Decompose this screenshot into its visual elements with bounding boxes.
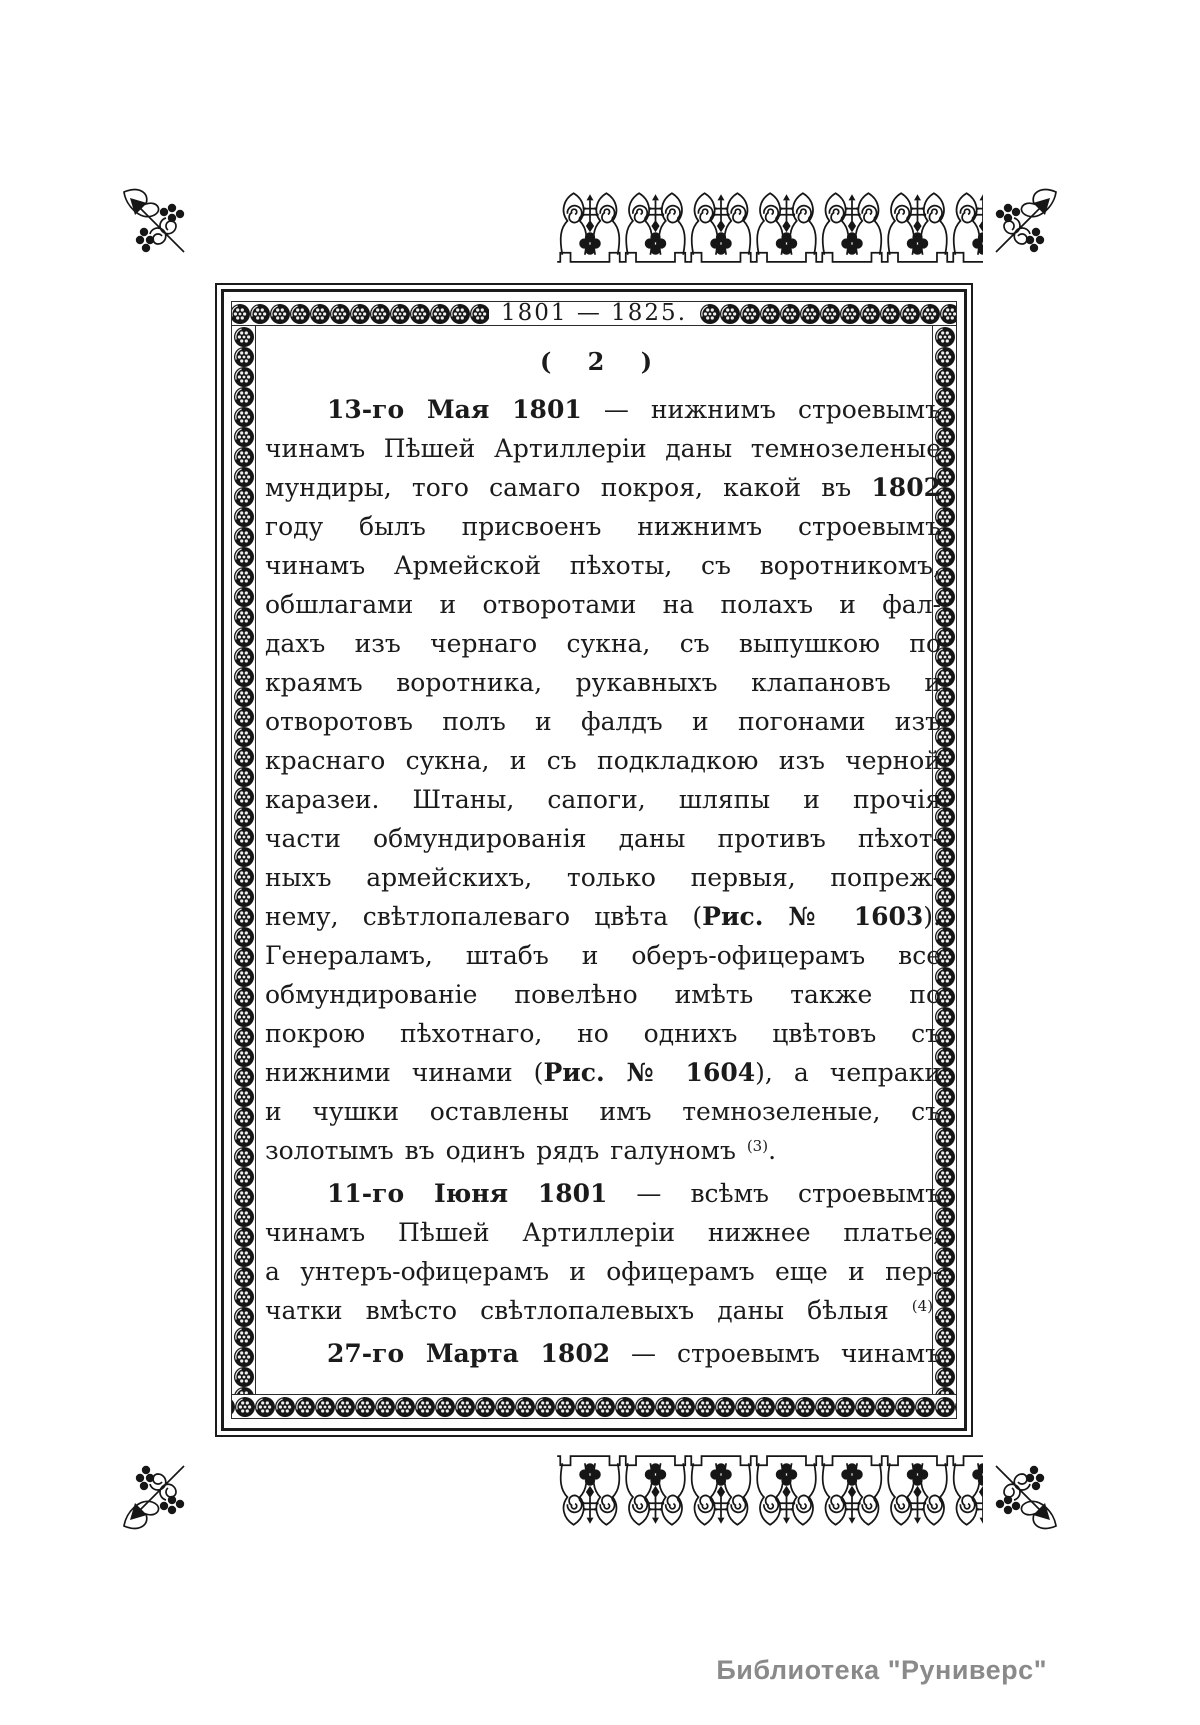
rosette-icon — [233, 346, 255, 368]
text-line: и чушки оставлены имъ темнозеленые, съ — [265, 1097, 941, 1126]
rosette-icon — [233, 946, 255, 968]
rosette-icon — [274, 1396, 296, 1418]
rosette-icon — [954, 1396, 957, 1418]
rosette-icon — [233, 486, 255, 508]
text-line: 11-го Іюня 1801 — всѣмъ строевымъ — [327, 1179, 941, 1208]
page-number: ( 2 ) — [539, 347, 667, 376]
rosette-icon — [819, 303, 841, 325]
rosette-icon — [429, 303, 451, 325]
rosette-icon — [534, 1396, 556, 1418]
text-line: краямъ воротника, рукавныхъ клапановъ и — [265, 668, 941, 697]
rosette-run-right — [699, 303, 956, 325]
rosette-icon — [233, 1346, 255, 1368]
rosette-icon — [233, 1146, 255, 1168]
text-line: золотымъ въ одинъ рядъ галуномъ $^{(3)}$. — [265, 1136, 777, 1165]
rosette-icon — [233, 1006, 255, 1028]
rosette-icon — [233, 406, 255, 428]
text-line: покрою пѣхотнаго, но однихъ цвѣтовъ съ — [265, 1019, 941, 1048]
rosette-icon — [233, 586, 255, 608]
rosette-band-top — [231, 301, 957, 326]
rosette-icon — [233, 966, 255, 988]
rosette-icon — [899, 303, 921, 325]
rosette-icon — [329, 303, 351, 325]
rosette-icon — [233, 786, 255, 808]
lace-corner-bottom-right-icon — [982, 1452, 1064, 1534]
lace-corner-icon — [982, 1452, 1064, 1534]
rosette-icon — [794, 1396, 816, 1418]
rosette-icon — [233, 726, 255, 748]
rosette-icon — [594, 1396, 616, 1418]
rosette-icon — [233, 1226, 255, 1248]
rosette-icon — [854, 1396, 876, 1418]
rosette-icon — [879, 303, 901, 325]
rosette-icon — [389, 303, 411, 325]
rosette-icon — [314, 1396, 336, 1418]
rosette-icon — [233, 646, 255, 668]
lace-corner-top-left-icon — [116, 184, 198, 266]
rosette-icon — [334, 1396, 356, 1418]
rosette-band-bottom — [231, 1394, 957, 1419]
rosette-icon — [394, 1396, 416, 1418]
lace-corner-top-right-icon — [982, 184, 1064, 266]
rosette-band-left — [231, 325, 256, 1395]
rosette-icon — [449, 303, 471, 325]
rosette-icon — [233, 366, 255, 388]
rosette-run-left — [232, 303, 489, 325]
rosette-icon — [233, 866, 255, 888]
header-years-label: 1801 — 1825. — [501, 301, 687, 326]
text-line: а унтеръ-офицерамъ и офицерамъ еще и пер- — [265, 1257, 941, 1286]
ornamental-lace-border-bottom — [197, 1452, 983, 1534]
rosette-icon — [374, 1396, 396, 1418]
text-line: чинамъ Пѣшей Артиллеріи нижнее платье, — [265, 1218, 941, 1247]
rosette-icon — [294, 1396, 316, 1418]
rosette-icon — [734, 1396, 756, 1418]
text-line: мундиры, того самаго покроя, какой въ 1802 — [265, 473, 941, 502]
text-line: Генераламъ, штабъ и оберъ-офицерамъ все — [265, 941, 941, 970]
rosette-icon — [233, 706, 255, 728]
text-line: чинамъ Армейской пѣхоты, съ воротникомъ, — [265, 551, 941, 580]
rosette-icon — [919, 303, 941, 325]
rosette-icon — [614, 1396, 636, 1418]
rosette-icon — [654, 1396, 676, 1418]
rosette-icon — [233, 506, 255, 528]
text-line: дахъ изъ чернаго сукна, съ выпушкою по — [265, 629, 941, 658]
rosette-icon — [474, 1396, 496, 1418]
rosette-icon — [249, 303, 271, 325]
text-line: части обмундированія даны противъ пѣхот- — [265, 824, 941, 853]
rosette-icon — [233, 466, 255, 488]
rosette-icon — [233, 1286, 255, 1308]
ornamental-lace-border-top — [197, 184, 983, 266]
rosette-icon — [289, 303, 311, 325]
rosette-icon — [233, 1026, 255, 1048]
text-line: каразеи. Штаны, сапоги, шляпы и прочія — [265, 785, 941, 814]
rosette-icon — [233, 1126, 255, 1148]
rosette-icon — [233, 1326, 255, 1348]
rosette-icon — [839, 303, 861, 325]
rosette-icon — [233, 1366, 255, 1388]
rosette-icon — [233, 826, 255, 848]
rosette-icon — [233, 846, 255, 868]
rosette-icon — [694, 1396, 716, 1418]
rosette-icon — [233, 1186, 255, 1208]
rosette-icon — [369, 303, 391, 325]
rosette-icon — [233, 686, 255, 708]
rosette-icon — [233, 566, 255, 588]
rosette-icon — [233, 1306, 255, 1328]
page-rule-frame — [215, 283, 973, 1437]
rosette-icon — [454, 1396, 476, 1418]
lace-motif-icon — [116, 260, 198, 1452]
rosette-icon — [774, 1396, 796, 1418]
text-line: чинамъ Пѣшей Артиллеріи даны темнозеленые — [265, 434, 941, 463]
rosette-icon — [233, 986, 255, 1008]
rosette-icon — [514, 1396, 536, 1418]
lace-corner-icon — [982, 184, 1064, 266]
rosette-icon — [754, 1396, 776, 1418]
text-line: отворотовъ полъ и фалдъ и погонами изъ — [265, 707, 941, 736]
rosette-icon — [233, 426, 255, 448]
text-line: чатки вмѣсто свѣтлопалевыхъ даны бѣлыя $^{(4)}$. — [265, 1296, 941, 1325]
text-line: 13-го Мая 1801 — нижнимъ строевымъ — [327, 395, 941, 424]
rosette-icon — [233, 606, 255, 628]
rosette-icon — [409, 303, 431, 325]
rosette-icon — [934, 1396, 956, 1418]
rosette-icon — [233, 926, 255, 948]
rosette-icon — [233, 1246, 255, 1268]
rosette-icon — [233, 326, 255, 348]
lace-corner-icon — [116, 184, 198, 266]
text-line: обшлагами и отворотами на полахъ и фал- — [265, 590, 941, 619]
rosette-icon — [674, 1396, 696, 1418]
rosette-icon — [309, 303, 331, 325]
rosette-icon — [859, 303, 881, 325]
rosette-icon — [233, 526, 255, 548]
rosette-icon — [233, 1086, 255, 1108]
rosette-icon — [414, 1396, 436, 1418]
rosette-icon — [554, 1396, 576, 1418]
rosette-icon — [233, 886, 255, 908]
rosette-icon — [233, 806, 255, 828]
rosette-icon — [469, 303, 489, 325]
text-line: году былъ присвоенъ нижнимъ строевымъ — [265, 512, 941, 541]
rosette-icon — [233, 1266, 255, 1288]
rosette-icon — [354, 1396, 376, 1418]
rosette-icon — [349, 303, 371, 325]
lace-corner-icon — [116, 1452, 198, 1534]
rosette-icon — [714, 1396, 736, 1418]
rosette-icon — [914, 1396, 936, 1418]
ornamental-lace-border-right — [982, 260, 1064, 1452]
rosette-icon — [759, 303, 781, 325]
rosette-icon — [269, 303, 291, 325]
rosette-icon — [233, 446, 255, 468]
rosette-icon — [574, 1396, 596, 1418]
rosette-icon — [934, 326, 956, 348]
rosette-icon — [779, 303, 801, 325]
lace-motif-icon — [197, 1452, 983, 1534]
rosette-icon — [814, 1396, 836, 1418]
rosette-icon — [233, 626, 255, 648]
rosette-icon — [233, 386, 255, 408]
rosette-icon — [234, 1396, 256, 1418]
rosette-icon — [233, 766, 255, 788]
rosette-icon — [739, 303, 761, 325]
rosette-icon — [494, 1396, 516, 1418]
page-content — [265, 347, 941, 1373]
rosette-icon — [233, 1206, 255, 1228]
rosette-icon — [233, 1166, 255, 1188]
library-watermark: Библиотека "Руниверс" — [716, 1655, 1047, 1685]
body-text — [265, 390, 941, 1373]
text-line: обмундированіе повелѣно имѣть также по — [265, 980, 941, 1009]
rosette-icon — [233, 746, 255, 768]
ornamental-lace-border-left — [116, 260, 198, 1452]
rosette-icon — [719, 303, 741, 325]
rosette-icon — [434, 1396, 456, 1418]
rosette-icon — [233, 666, 255, 688]
text-line: 27-го Марта 1802 — строевымъ чинамъ — [327, 1339, 941, 1368]
rosette-icon — [834, 1396, 856, 1418]
rosette-icon — [939, 303, 956, 325]
rosette-icon — [874, 1396, 896, 1418]
rosette-icon — [233, 906, 255, 928]
rosette-icon — [233, 546, 255, 568]
rosette-icon — [799, 303, 821, 325]
text-line: нему, свѣтлопалеваго цвѣта (Рис. № 1603). — [265, 902, 941, 931]
lace-motif-icon — [197, 184, 983, 266]
text-line: нижними чинами (Рис. № 1604), а чепраки — [265, 1058, 941, 1087]
rosette-icon — [634, 1396, 656, 1418]
rosette-icon — [233, 1046, 255, 1068]
lace-corner-bottom-left-icon — [116, 1452, 198, 1534]
text-line: ныхъ армейскихъ, только первыя, попреж- — [265, 863, 941, 892]
text-line: краснаго сукна, и съ подкладкою изъ черной — [265, 746, 941, 775]
rosette-icon — [233, 1066, 255, 1088]
rosette-icon — [233, 1106, 255, 1128]
rosette-icon — [699, 303, 721, 325]
lace-motif-icon — [982, 260, 1064, 1452]
rosette-icon — [894, 1396, 916, 1418]
rosette-icon — [254, 1396, 276, 1418]
